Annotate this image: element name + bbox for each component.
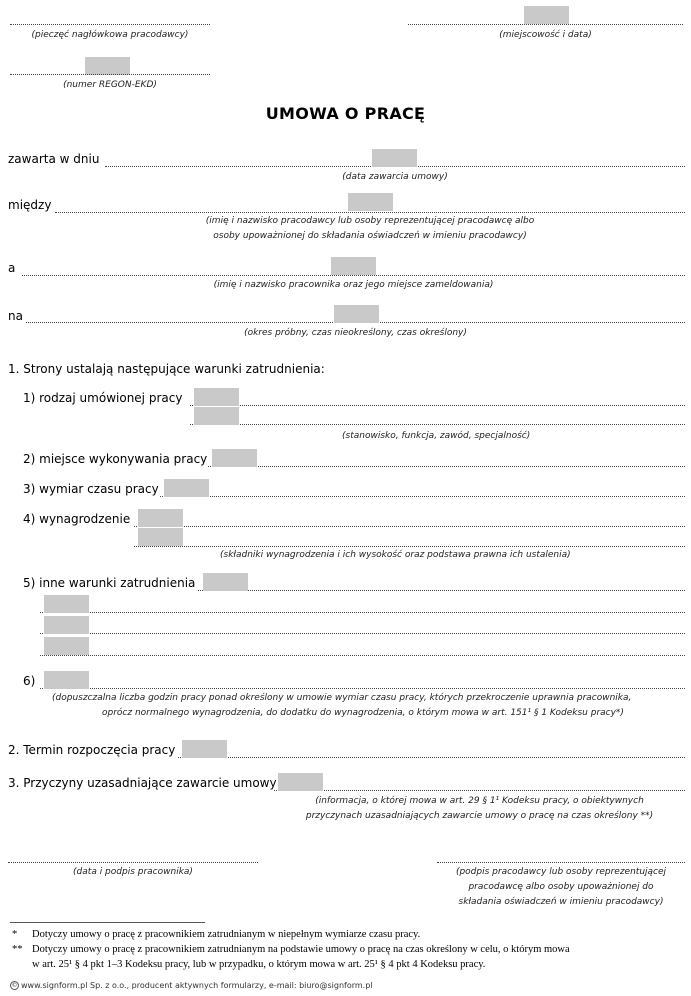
employer-name-field[interactable] [348,193,393,211]
work-place-label: 2) miejsce wykonywania pracy [23,452,208,466]
salary-line-1 [134,526,685,527]
overtime-label: 6) [23,674,36,688]
between-label: między [8,198,52,212]
work-type-field-2[interactable] [194,407,239,425]
concluded-date-field[interactable] [372,149,417,167]
other-conditions-line-4 [40,655,685,656]
footer [10,981,373,990]
place-date-field[interactable] [524,6,569,24]
overtime-line [40,688,685,689]
salary-caption: (składniki wynagrodzenia i ich wysokość oraz podstawa prawna ich ustalenia) [220,550,571,560]
footnote-separator [10,922,205,923]
other-conditions-field-4[interactable] [44,637,89,655]
working-time-line [160,496,685,497]
salary-label: 4) wynagrodzenie [23,512,131,526]
salary-line-2 [134,546,685,547]
stamp-caption: (pieczęć nagłówkowa pracodawcy) [31,30,189,40]
footer-text: www.signform.pl Sp. z o.o., producent aktywnych formularzy, e-mail: biuro@signform.pl [21,981,373,990]
employee-signature-caption: (data i podpis pracownika) [73,867,193,877]
other-conditions-field-2[interactable] [44,595,89,613]
work-place-line [208,466,685,467]
footnote-1-text: Dotyczy umowy o pracę z pracownikiem zatrudnianym w niepełnym wymiarze czasu pracy. [32,929,421,940]
other-conditions-field-1[interactable] [203,573,248,591]
other-conditions-label: 5) inne warunki zatrudnienia [23,576,196,590]
employer-signature-line [437,862,685,863]
salary-field-2[interactable] [138,528,183,546]
employer-signature-caption-3: składania oświadczeń w imieniu pracodawcy) [458,897,664,907]
page-title: UMOWA O PRACĘ [265,104,426,123]
footnote-1-mark: * [12,929,18,940]
other-conditions-line-2 [40,612,685,613]
footnote-2-text-2: w art. 25¹ § 4 pkt 1–3 Kodeksu pracy, lub w przypadku, o którym mowa w art. 25¹ § 4 pkt 4 Kodeksu pracy. [32,959,486,970]
on-label: na [8,309,23,323]
concluded-label: zawarta w dniu [8,152,100,166]
copyright-icon: © [11,982,18,989]
between-caption-2: osoby upoważnionej do składania oświadczeń w imieniu pracodawcy) [213,231,527,241]
reasons-caption-1: (informacja, o której mowa w art. 29 § 1¹ Kodeksu pracy, o obiektywnych [315,796,644,806]
section-1-heading: 1. Strony ustalają następujące warunki zatrudnienia: [8,362,325,376]
footnote-2-mark: ** [12,944,23,955]
and-label: a [8,261,16,275]
reasons-line [274,790,685,791]
salary-field-1[interactable] [138,509,183,527]
place-date-caption: (miejscowość i data) [499,30,592,40]
start-date-field[interactable] [182,740,227,758]
reasons-field[interactable] [278,773,323,791]
employer-signature-caption-1: (podpis pracodawcy lub osoby reprezentującej [455,867,667,877]
work-type-line-1 [190,405,685,406]
place-date-line [408,24,683,25]
footnote-2-text-1: Dotyczy umowy o pracę z pracownikiem zatrudnianym na podstawie umowy o pracę na czas określony w celu, o którym mowa [32,944,570,955]
work-place-field[interactable] [212,449,257,467]
employee-signature-line [8,862,258,863]
and-line [22,275,685,276]
regon-line [10,74,210,75]
regon-field[interactable] [85,57,130,75]
on-caption: (okres próbny, czas nieokreślony, czas określony) [244,328,467,338]
start-date-line [178,757,685,758]
employer-signature-caption-2: pracodawcę albo osoby upoważnionej do [468,882,654,892]
section-3-heading: 3. Przyczyny uzasadniające zawarcie umowy [8,776,277,790]
section-2-heading: 2. Termin rozpoczęcia pracy [8,743,176,757]
overtime-caption-1: (dopuszczalna liczba godzin pracy ponad określony w umowie wymiar czasu pracy, których przekroczenie uprawnia pracownika, [52,693,632,703]
work-type-line-2 [190,424,685,425]
other-conditions-line-1 [198,590,685,591]
work-type-field-1[interactable] [194,388,239,406]
concluded-caption: (data zawarcia umowy) [342,172,448,182]
regon-caption: (numer REGON-EKD) [63,80,157,90]
between-caption-1: (imię i nazwisko pracodawcy lub osoby reprezentującej pracodawcę albo [205,216,535,226]
other-conditions-field-3[interactable] [44,616,89,634]
work-type-label: 1) rodzaj umówionej pracy [23,391,183,405]
contract-term-field[interactable] [334,305,379,323]
reasons-caption-2: przyczynach uzasadniających zawarcie umowy o pracę na czas określony **) [305,811,654,821]
other-conditions-line-3 [40,633,685,634]
and-caption: (imię i nazwisko pracownika oraz jego miejsce zameldowania) [213,280,494,290]
employee-name-field[interactable] [331,257,376,275]
overtime-caption-2: oprócz normalnego wynagrodzenia, do dodatku do wynagrodzenia, o którym mowa w art. 151¹ § 1 Kodeksu pracy*) [102,708,624,718]
between-line [55,212,685,213]
stamp-line [10,24,210,25]
working-time-label: 3) wymiar czasu pracy [23,482,159,496]
work-type-caption: (stanowisko, funkcja, zawód, specjalność) [342,431,531,441]
overtime-field[interactable] [44,671,89,689]
working-time-field[interactable] [164,479,209,497]
